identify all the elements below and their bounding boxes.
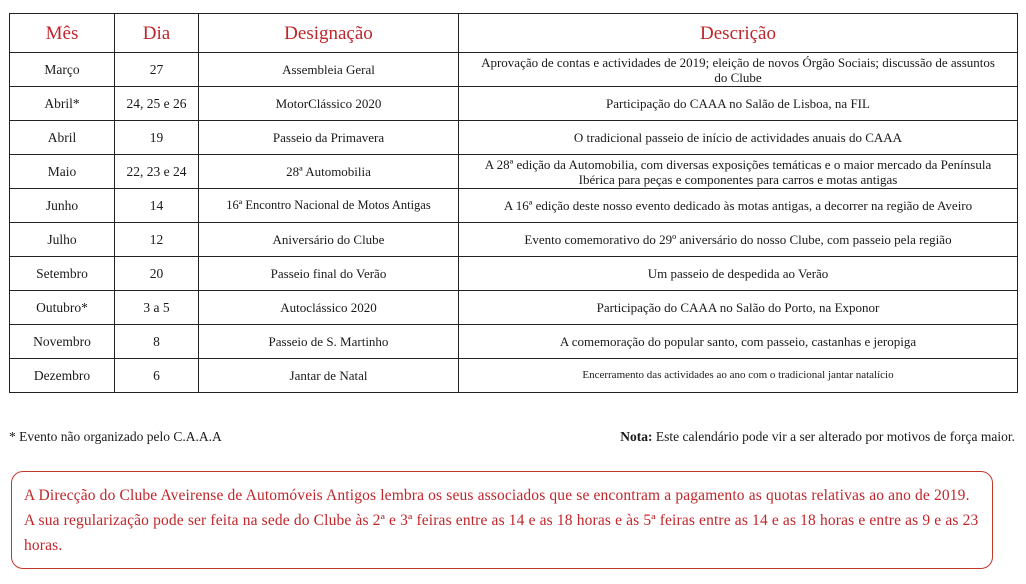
cell-descricao: A 16ª edição deste nosso evento dedicado às motas antigas, a decorrer na região de Aveiro: [459, 189, 1018, 223]
table-row: [10, 359, 1018, 393]
cell-designacao: Jantar de Natal: [199, 359, 459, 393]
nota-footnote: [620, 429, 1015, 445]
cell-dia: 20: [115, 257, 199, 291]
header-descricao: Descrição: [459, 14, 1018, 53]
cell-dia: 19: [115, 121, 199, 155]
table-row: [10, 155, 1018, 189]
table-row: [10, 325, 1018, 359]
cell-mes: Abril: [10, 121, 115, 155]
cell-designacao: 16ª Encontro Nacional de Motos Antigas: [199, 189, 459, 223]
cell-descricao: Encerramento das actividades ao ano com o tradicional jantar natalício: [459, 359, 1018, 393]
cell-descricao: Participação do CAAA no Salão do Porto, na Exponor: [459, 291, 1018, 325]
events-calendar-table: [9, 13, 1018, 393]
cell-designacao: Autoclássico 2020: [199, 291, 459, 325]
cell-dia: 3 a 5: [115, 291, 199, 325]
cell-mes: Novembro: [10, 325, 115, 359]
table-row: [10, 121, 1018, 155]
cell-descricao: Evento comemorativo do 29º aniversário do nosso Clube, com passeio pela região: [459, 223, 1018, 257]
cell-mes: Junho: [10, 189, 115, 223]
cell-designacao: Passeio final do Verão: [199, 257, 459, 291]
header-dia: Dia: [115, 14, 199, 53]
cell-designacao: Passeio de S. Martinho: [199, 325, 459, 359]
cell-designacao: Assembleia Geral: [199, 53, 459, 87]
nota-text: Este calendário pode vir a ser alterado por motivos de força maior.: [652, 429, 1015, 444]
cell-descricao: Aprovação de contas e actividades de 2019; eleição de novos Órgão Sociais; discussão de assuntos do Clube: [459, 53, 1018, 87]
cell-descricao: Um passeio de despedida ao Verão: [459, 257, 1018, 291]
cell-mes: Outubro*: [10, 291, 115, 325]
table-header-row: [10, 14, 1018, 53]
table-row: [10, 223, 1018, 257]
cell-designacao: Passeio da Primavera: [199, 121, 459, 155]
cell-descricao: A 28ª edição da Automobilia, com diversas exposições temáticas e o maior mercado da Península Ibérica para peças e componentes para carros e motas antigas: [459, 155, 1018, 189]
cell-dia: 12: [115, 223, 199, 257]
footnotes: [9, 429, 1017, 447]
cell-mes: Abril*: [10, 87, 115, 121]
header-mes: Mês: [10, 14, 115, 53]
table-row: [10, 189, 1018, 223]
membership-notice-box: [11, 471, 993, 569]
cell-dia: 14: [115, 189, 199, 223]
cell-dia: 24, 25 e 26: [115, 87, 199, 121]
cell-dia: 22, 23 e 24: [115, 155, 199, 189]
cell-mes: Maio: [10, 155, 115, 189]
cell-dia: 6: [115, 359, 199, 393]
notice-text: A Direcção do Clube Aveirense de Automóveis Antigos lembra os seus associados que se encontram a pagamento as quotas relativas ao ano de 2019. A sua regularização pode ser feita na sede do Clube às 2ª e 3ª feiras entre as 14 e as 18 horas e às 5ª feiras entre as 14 e as 18 horas e entre as 9 e as 23 horas.: [24, 487, 979, 554]
cell-designacao: MotorClássico 2020: [199, 87, 459, 121]
cell-mes: Março: [10, 53, 115, 87]
table-row: [10, 291, 1018, 325]
nota-label: Nota:: [620, 429, 653, 444]
cell-dia: 27: [115, 53, 199, 87]
cell-mes: Dezembro: [10, 359, 115, 393]
cell-mes: Setembro: [10, 257, 115, 291]
cell-designacao: Aniversário do Clube: [199, 223, 459, 257]
table-row: [10, 257, 1018, 291]
asterisk-footnote: * Evento não organizado pelo C.A.A.A: [9, 429, 222, 444]
cell-descricao: O tradicional passeio de início de actividades anuais do CAAA: [459, 121, 1018, 155]
table-row: [10, 87, 1018, 121]
cell-designacao: 28ª Automobilia: [199, 155, 459, 189]
cell-descricao: A comemoração do popular santo, com passeio, castanhas e jeropiga: [459, 325, 1018, 359]
table-row: [10, 53, 1018, 87]
cell-dia: 8: [115, 325, 199, 359]
cell-descricao: Participação do CAAA no Salão de Lisboa, na FIL: [459, 87, 1018, 121]
cell-mes: Julho: [10, 223, 115, 257]
header-designacao: Designação: [199, 14, 459, 53]
